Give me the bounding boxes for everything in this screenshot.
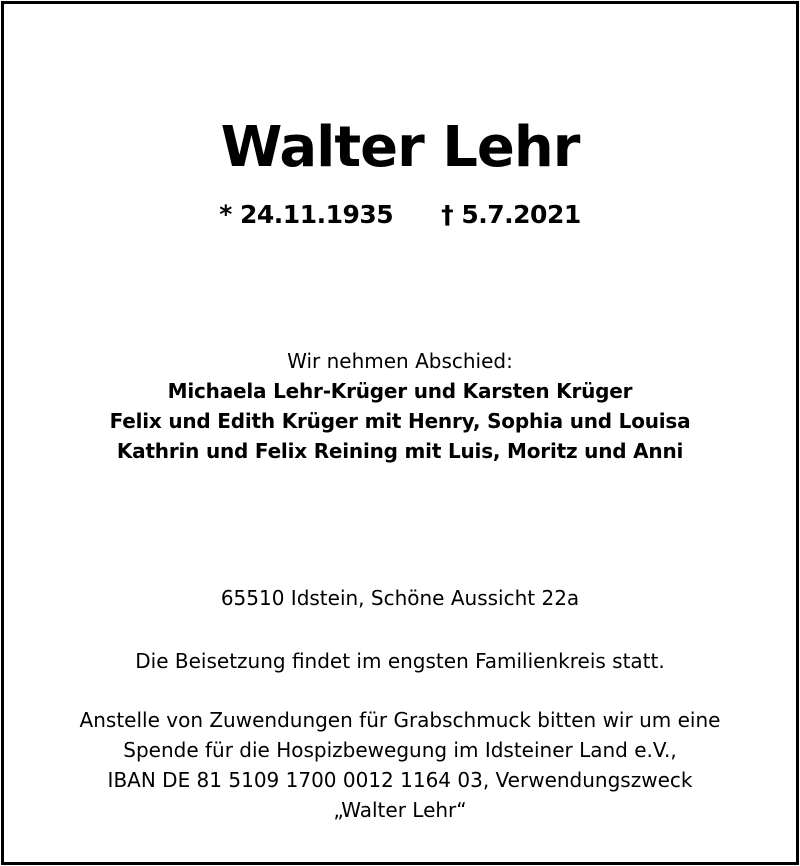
donation-line: Anstelle von Zuwendungen für Grabschmuck bitten wir um eine	[79, 708, 721, 732]
address: 65510 Idstein, Schöne Aussicht 22a	[220, 586, 580, 610]
mourners-block	[4, 346, 796, 466]
donation-note	[4, 705, 796, 825]
life-dates	[4, 199, 796, 231]
obituary-notice	[1, 1, 799, 865]
mourners-intro: Wir nehmen Abschied:	[287, 349, 513, 373]
mourner-family: Felix und Edith Krüger mit Henry, Sophia und Louisa	[109, 409, 691, 433]
mourner-family: Michaela Lehr-Krüger und Karsten Krüger	[167, 379, 633, 403]
burial-note: Die Beisetzung findet im engsten Familienkreis statt.	[135, 649, 665, 673]
donation-line: Spende für die Hospizbewegung im Idsteiner Land e.V.,	[123, 738, 677, 762]
mourner-family: Kathrin und Felix Reining mit Luis, Moritz und Anni	[116, 439, 684, 463]
donation-line: IBAN DE 81 5109 1700 0012 1164 03, Verwendungszweck	[107, 768, 693, 792]
donation-line: „Walter Lehr“	[333, 798, 467, 822]
birth-date: * 24.11.1935	[219, 200, 394, 229]
deceased-name: Walter Lehr	[220, 115, 580, 180]
death-date: † 5.7.2021	[441, 200, 581, 229]
